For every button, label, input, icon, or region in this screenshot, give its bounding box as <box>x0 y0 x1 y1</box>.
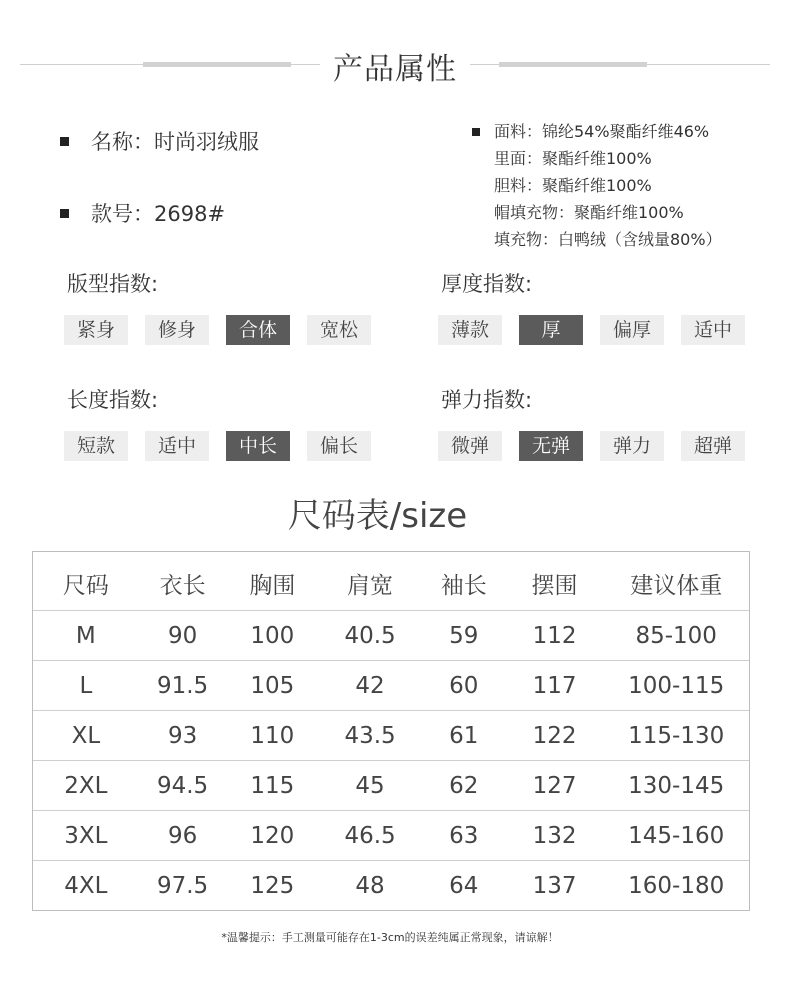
column-header: 尺码 <box>62 573 109 599</box>
length-option-short: 短款 <box>64 431 128 461</box>
material-item <box>472 226 722 253</box>
length-option-medium: 适中 <box>145 431 209 461</box>
table-cell: 93 <box>167 723 198 749</box>
table-cell: 62 <box>449 773 479 799</box>
table-row <box>33 710 749 760</box>
stretch-option-stretch: 弹力 <box>600 431 664 461</box>
product-name <box>60 126 259 156</box>
table-cell: 45 <box>355 773 385 799</box>
product-style-no-text: 款号：2698# <box>91 202 226 226</box>
footer-note: *温馨提示：手工测量可能存在1-3cm的误差纯属正常现象，请谅解！ <box>221 931 559 944</box>
table-cell: 122 <box>532 723 577 749</box>
bullet-square-icon <box>60 209 69 218</box>
table-cell: 46.5 <box>344 823 396 849</box>
material-text: 面料：锦纶54%聚酯纤维46% <box>494 122 710 141</box>
column-header: 衣长 <box>159 573 206 599</box>
table-cell: 59 <box>449 623 479 649</box>
size-table-title: 尺码表/size <box>287 496 468 536</box>
material-item <box>472 199 722 226</box>
table-row <box>33 760 749 810</box>
thickness-option-thin: 薄款 <box>438 315 502 345</box>
table-cell: 112 <box>532 623 577 649</box>
table-cell: 97.5 <box>156 873 209 899</box>
table-cell: 63 <box>449 823 479 849</box>
table-cell: 127 <box>532 773 577 799</box>
table-cell: 115 <box>250 773 295 799</box>
material-text: 胆料：聚酯纤维100% <box>494 176 652 195</box>
fit-index-label: 版型指数: <box>67 272 159 296</box>
table-cell: 117 <box>532 673 577 699</box>
fit-option-slim: 修身 <box>145 315 209 345</box>
table-cell: 145-160 <box>628 823 725 849</box>
table-row <box>33 810 749 860</box>
table-cell: 100 <box>250 623 295 649</box>
stretch-option-none: 无弹 <box>519 431 583 461</box>
fit-index-options <box>64 315 388 345</box>
material-text: 帽填充物：聚酯纤维100% <box>494 203 684 222</box>
section-title-attributes: 产品属性 <box>333 52 457 87</box>
length-index-label: 长度指数: <box>67 388 159 412</box>
thickness-index-options <box>438 315 762 345</box>
table-cell: 125 <box>250 873 295 899</box>
table-cell: 132 <box>532 823 577 849</box>
material-item <box>472 145 722 172</box>
table-cell: 48 <box>355 873 385 899</box>
stretch-option-slight: 微弹 <box>438 431 502 461</box>
table-cell: 94.5 <box>156 773 209 799</box>
table-cell: 100-115 <box>628 673 725 699</box>
material-text: 里面：聚酯纤维100% <box>494 149 652 168</box>
product-style-no <box>60 198 225 228</box>
stretch-index-options <box>438 431 762 461</box>
table-cell: 96 <box>167 823 198 849</box>
table-cell: 2XL <box>64 773 108 799</box>
column-header: 摆围 <box>531 573 578 599</box>
table-cell: 120 <box>250 823 295 849</box>
fit-option-loose: 宽松 <box>307 315 371 345</box>
table-row <box>33 610 749 660</box>
table-cell: 137 <box>532 873 577 899</box>
table-cell: 43.5 <box>344 723 396 749</box>
material-item <box>472 172 722 199</box>
thickness-option-rather-thick: 偏厚 <box>600 315 664 345</box>
table-cell: 40.5 <box>344 623 396 649</box>
table-cell: M <box>75 623 96 649</box>
length-option-mid-long: 中长 <box>226 431 290 461</box>
table-cell: 91.5 <box>156 673 209 699</box>
table-cell: 90 <box>167 623 198 649</box>
length-option-long: 偏长 <box>307 431 371 461</box>
thickness-option-thick: 厚 <box>519 315 583 345</box>
bullet-square-icon <box>60 137 69 146</box>
stretch-option-super: 超弹 <box>681 431 745 461</box>
table-cell: 60 <box>449 673 479 699</box>
bullet-square-icon <box>472 128 480 136</box>
column-header: 肩宽 <box>347 573 394 599</box>
fit-option-tight: 紧身 <box>64 315 128 345</box>
table-cell: 3XL <box>64 823 108 849</box>
table-cell: 42 <box>355 673 385 699</box>
size-table <box>32 551 750 911</box>
table-header-row <box>33 552 749 610</box>
length-index-options <box>64 431 388 461</box>
table-cell: 130-145 <box>628 773 725 799</box>
material-item <box>472 118 722 145</box>
table-row <box>33 660 749 710</box>
table-cell: 160-180 <box>628 873 725 899</box>
product-name-text: 名称：时尚羽绒服 <box>91 130 259 154</box>
table-cell: 4XL <box>64 873 108 899</box>
table-cell: 115-130 <box>628 723 725 749</box>
column-header: 建议体重 <box>630 573 723 599</box>
table-cell: 61 <box>449 723 479 749</box>
table-cell: 64 <box>449 873 479 899</box>
table-cell: L <box>79 673 93 699</box>
table-cell: 105 <box>250 673 295 699</box>
table-cell: 110 <box>250 723 295 749</box>
fit-option-regular: 合体 <box>226 315 290 345</box>
thickness-option-medium: 适中 <box>681 315 745 345</box>
table-row <box>33 860 749 910</box>
table-cell: 85-100 <box>635 623 717 649</box>
column-header: 胸围 <box>249 573 296 599</box>
stretch-index-label: 弹力指数: <box>441 388 533 412</box>
thickness-index-label: 厚度指数: <box>441 272 533 296</box>
materials-list <box>472 118 722 253</box>
table-cell: XL <box>71 723 101 749</box>
column-header: 袖长 <box>440 573 487 599</box>
material-text: 填充物：白鸭绒（含绒量80%） <box>494 230 722 249</box>
